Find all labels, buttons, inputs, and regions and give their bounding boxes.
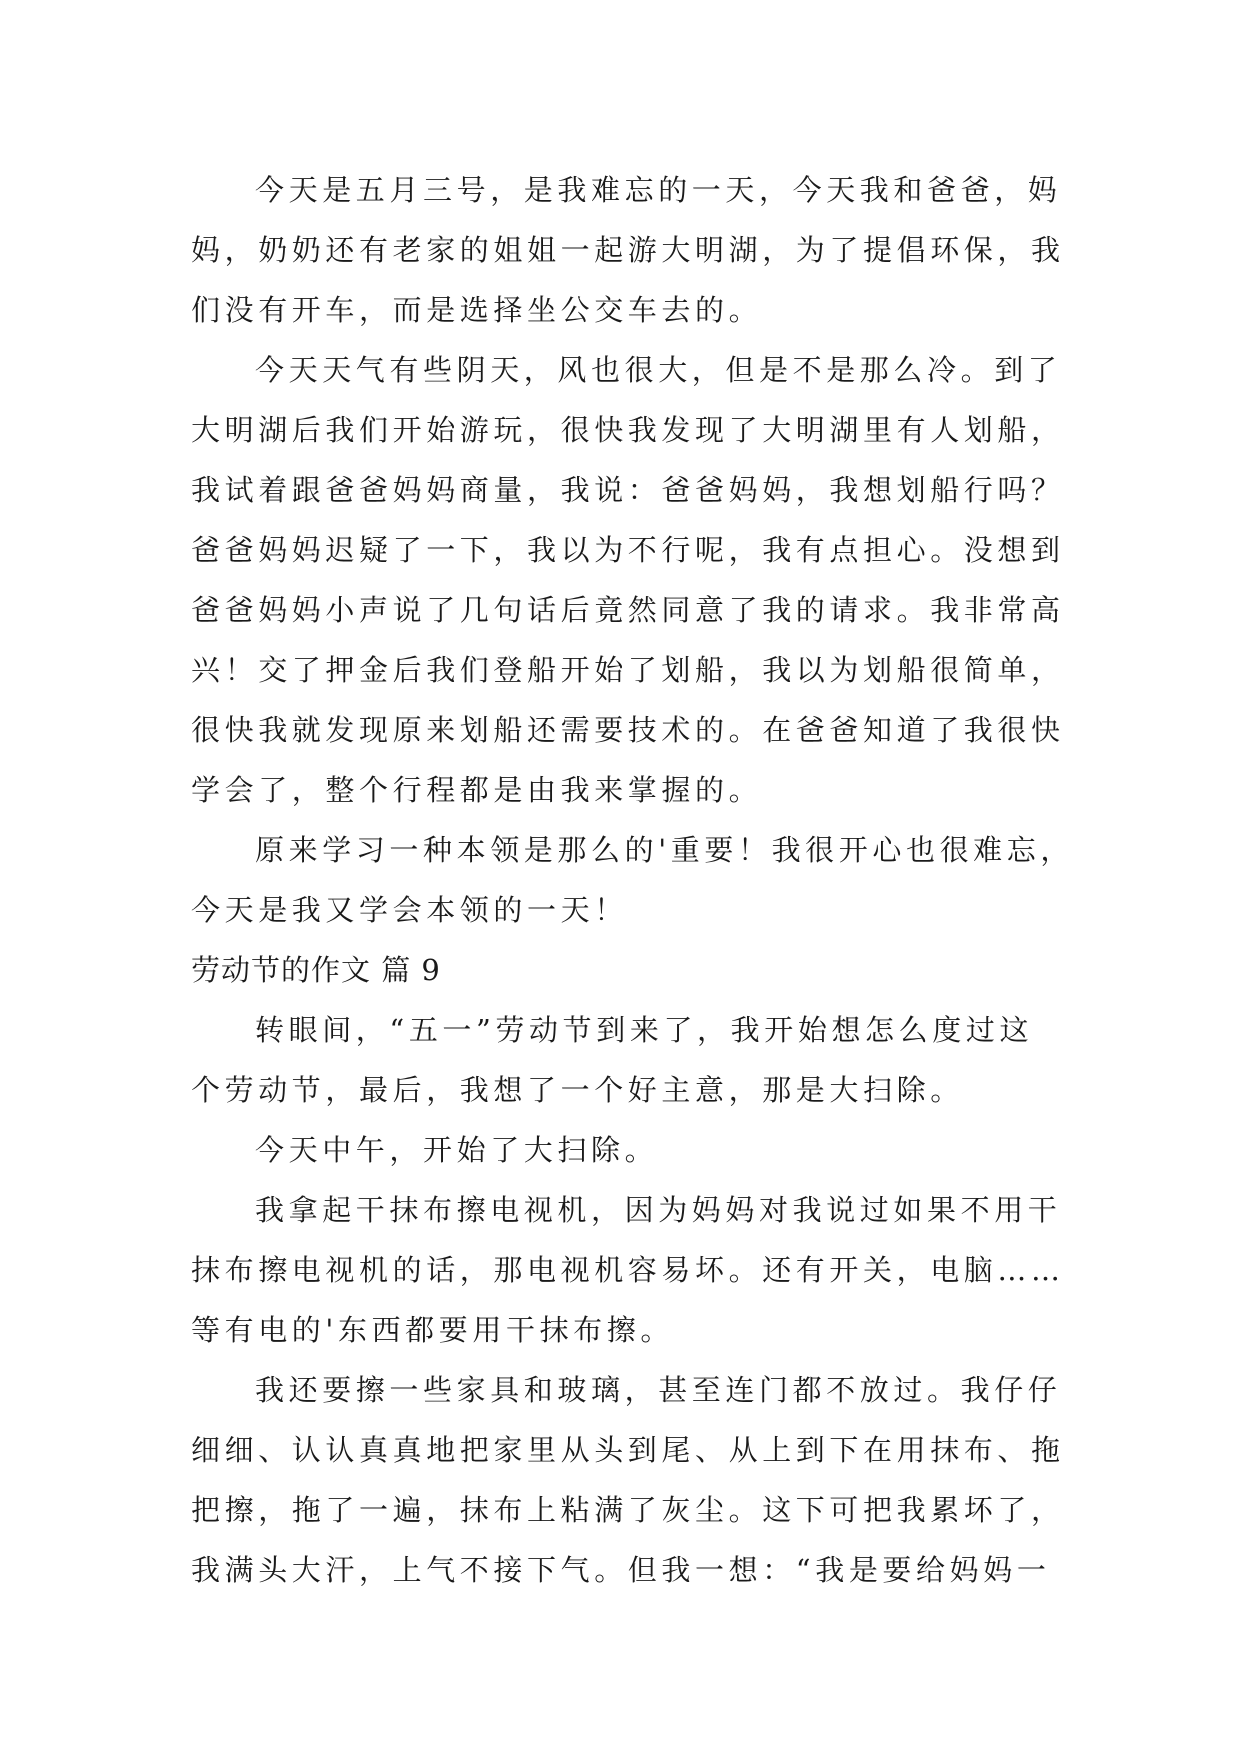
paragraph-line: 我试着跟爸爸妈妈商量，我说：爸爸妈妈，我想划船行吗？ (191, 473, 1065, 507)
paragraph-line: 爸爸妈妈迟疑了一下，我以为不行呢，我有点担心。没想到 (191, 533, 1065, 567)
paragraph-line: 今天是五月三号，是我难忘的一天，今天我和爸爸，妈 (255, 173, 1062, 207)
paragraph-line: 个劳动节，最后，我想了一个好主意，那是大扫除。 (191, 1073, 964, 1107)
paragraph-line: 今天中午，开始了大扫除。 (255, 1133, 659, 1167)
document-body (191, 160, 1074, 1600)
paragraph-line: 我满头大汗，上气不接下气。但我一想：“我是要给妈妈一 (191, 1553, 1051, 1587)
paragraph-line: 学会了，整个行程都是由我来掌握的。 (191, 773, 763, 807)
paragraph-line: 细细、认认真真地把家里从头到尾、从上到下在用抹布、拖 (191, 1433, 1065, 1467)
paragraph-line: 等有电的'东西都要用干抹布擦。 (191, 1313, 674, 1347)
section-heading: 劳动节的作文 篇 9 (191, 953, 441, 987)
paragraph-line: 把擦，拖了一遍，抹布上粘满了灰尘。这下可把我累坏了， (191, 1493, 1065, 1527)
paragraph-line: 妈，奶奶还有老家的姐姐一起游大明湖，为了提倡环保，我 (191, 233, 1065, 267)
paragraph-line: 转眼间，“五一”劳动节到来了，我开始想怎么度过这 (255, 1013, 1034, 1047)
paragraph-line: 们没有开车，而是选择坐公交车去的。 (191, 293, 763, 327)
paragraph-line: 大明湖后我们开始游玩，很快我发现了大明湖里有人划船， (191, 413, 1065, 447)
paragraph-line: 我还要擦一些家具和玻璃，甚至连门都不放过。我仔仔 (255, 1373, 1062, 1407)
paragraph-line: 抹布擦电视机的话，那电视机容易坏。还有开关，电脑…… (191, 1253, 1065, 1287)
paragraph-line: 兴！交了押金后我们登船开始了划船，我以为划船很简单， (191, 653, 1065, 687)
paragraph-line: 很快我就发现原来划船还需要技术的。在爸爸知道了我很快 (191, 713, 1065, 747)
paragraph-line: 今天是我又学会本领的一天！ (191, 893, 628, 927)
paragraph-line: 今天天气有些阴天，风也很大，但是不是那么冷。到了 (255, 353, 1062, 387)
paragraph-line: 我拿起干抹布擦电视机，因为妈妈对我说过如果不用干 (255, 1193, 1062, 1227)
paragraph-line: 爸爸妈妈小声说了几句话后竟然同意了我的请求。我非常高 (191, 593, 1065, 627)
paragraph-line: 原来学习一种本领是那么的'重要！我很开心也很难忘， (255, 833, 1074, 867)
